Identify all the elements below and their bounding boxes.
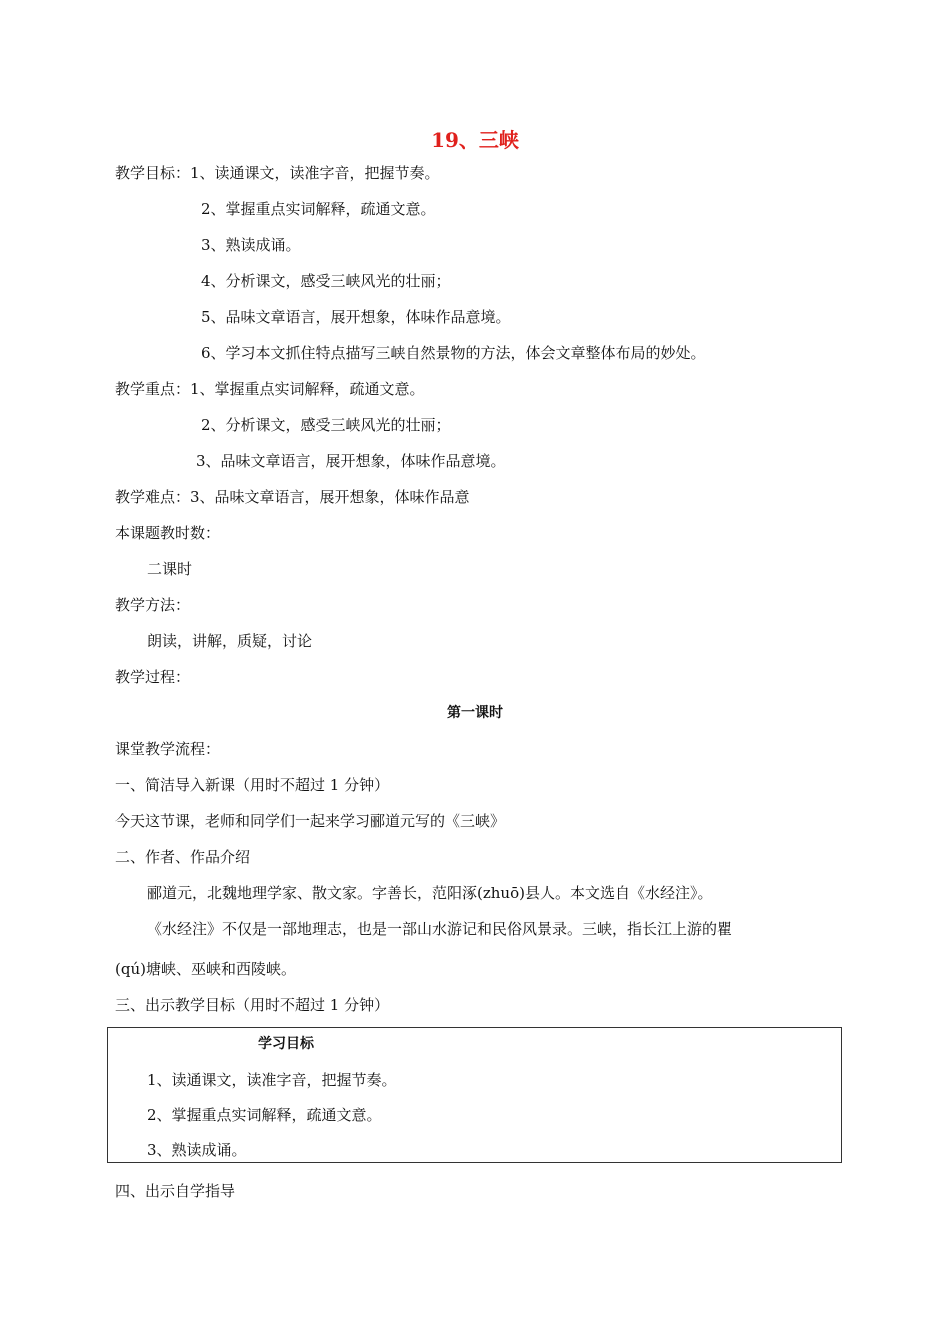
objectives-row-1 [115,163,440,183]
objective-item: 4、分析课文，感受三峡风光的壮丽； [201,272,451,290]
keypoints-row-1 [115,379,425,399]
objectives-label: 教学目标： [115,164,191,182]
step-1-text: 今天这节课，老师和同学们一起来学习郦道元写的《三峡》 [115,812,506,830]
method-label: 教学方法： [115,596,191,614]
difficulty-row [115,487,470,507]
objective-item: 6、学习本文抓住特点描写三峡自然景物的方法，体会文章整体布局的妙处。 [201,344,706,362]
hours-value: 二课时 [147,560,193,578]
keypoint-item: 1、掌握重点实词解释，疏通文意。 [190,380,425,398]
objective-item: 3、熟读成诵。 [201,236,301,254]
flow-label: 课堂教学流程： [115,740,221,758]
box-item: 2、掌握重点实词解释，疏通文意。 [147,1106,382,1124]
work-text-2: (qú)塘峡、巫峡和西陵峡。 [115,960,296,978]
step-4-heading: 四、出示自学指导 [115,1182,236,1200]
step-1-heading: 一、简洁导入新课（用时不超过 1 分钟） [115,776,390,794]
document-title: 19、三峡 [431,128,519,152]
keypoints-label: 教学重点： [115,380,191,398]
author-text: 郦道元，北魏地理学家、散文家。字善长，范阳涿(zhuō)县人。本文选自《水经注》。 [147,884,713,902]
step-3-heading: 三、出示教学目标（用时不超过 1 分钟） [115,996,390,1014]
keypoint-item: 3、品味文章语言，展开想象，体味作品意境。 [196,452,506,470]
keypoint-item: 2、分析课文，感受三峡风光的壮丽； [201,416,451,434]
box-item: 3、熟读成诵。 [147,1141,247,1159]
step-2-heading: 二、作者、作品介绍 [115,848,251,866]
method-value: 朗读，讲解，质疑，讨论 [147,632,313,650]
objective-item: 2、掌握重点实词解释，疏通文意。 [201,200,436,218]
hours-label: 本课题教时数： [115,524,221,542]
difficulty-text: 3、品味文章语言，展开想象，体味作品意 [190,488,470,506]
work-text-1: 《水经注》不仅是一部地理志，也是一部山水游记和民俗风景录。三峡，指长江上游的瞿 [147,920,733,938]
objective-item: 1、读通课文，读准字音，把握节奏。 [190,164,440,182]
process-label: 教学过程： [115,668,191,686]
box-item: 1、读通课文，读准字音，把握节奏。 [147,1071,397,1089]
objective-item: 5、品味文章语言，展开想象，体味作品意境。 [201,308,511,326]
difficulty-label: 教学难点： [115,488,191,506]
box-heading: 学习目标 [258,1036,314,1052]
lesson-heading: 第一课时 [447,705,503,721]
